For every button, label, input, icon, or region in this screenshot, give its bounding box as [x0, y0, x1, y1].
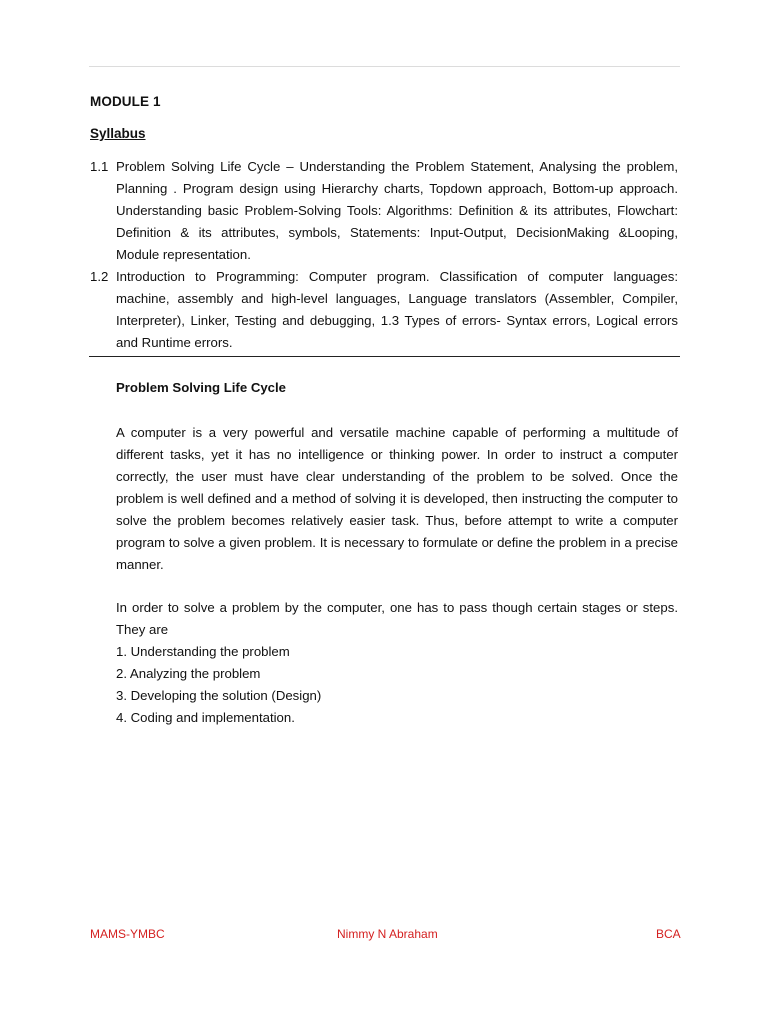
syllabus-item-number: 1.2 [90, 269, 109, 284]
footer-institution: MAMS-YMBC [90, 927, 165, 941]
list-item: 3. Developing the solution (Design) [116, 688, 322, 703]
syllabus-item-text: Problem Solving Life Cycle – Understanding the Problem Statement, Analysing the problem, Planning . Program design using Hierarchy charts, Topdown approach, Bottom-up approach. Understanding basic Problem-Solving Tools: Algorithms: Definition & its attributes, Flowchart: Definition & its attributes, symbols, Statements: Input-Output, DecisionMaking &Looping, Module representation. [116, 159, 678, 262]
stages-paragraph: In order to solve a problem by the computer, one has to pass though certain stages or steps. They are [116, 600, 678, 637]
syllabus-item-number: 1.1 [90, 159, 109, 174]
module-title: MODULE 1 [90, 94, 161, 109]
list-item: 2. Analyzing the problem [116, 666, 261, 681]
syllabus-item-text: Introduction to Programming: Computer program. Classification of computer languages: machine, assembly and high-level languages, Language translators (Assembler, Compiler, Interpreter), Linker, Testing and debugging, 1.3 Types of errors- Syntax errors, Logical errors and Runtime errors. [116, 269, 678, 350]
list-item: 4. Coding and implementation. [116, 710, 295, 725]
syllabus-list [90, 156, 678, 354]
syllabus-heading: Syllabus [90, 126, 146, 141]
steps-list [116, 641, 321, 729]
header-divider [89, 66, 680, 67]
intro-paragraph: A computer is a very powerful and versatile machine capable of performing a multitude of different tasks, yet it has no intelligence or thinking power. In order to instruct a computer correctly, the user must have clear understanding of the problem to be solved. Once the problem is well defined and a method of solving it is developed, then instructing the computer to solve the problem becomes relatively easier task. Thus, before attempt to write a computer program to solve a given problem. It is necessary to formulate or define the problem in a precise manner. [116, 425, 678, 572]
section-heading: Problem Solving Life Cycle [116, 380, 287, 395]
syllabus-item [90, 156, 678, 266]
section-divider [89, 356, 680, 357]
list-item: 1. Understanding the problem [116, 644, 290, 659]
syllabus-item [90, 266, 678, 354]
footer-course: BCA [656, 927, 681, 941]
footer-author: Nimmy N Abraham [337, 927, 438, 941]
